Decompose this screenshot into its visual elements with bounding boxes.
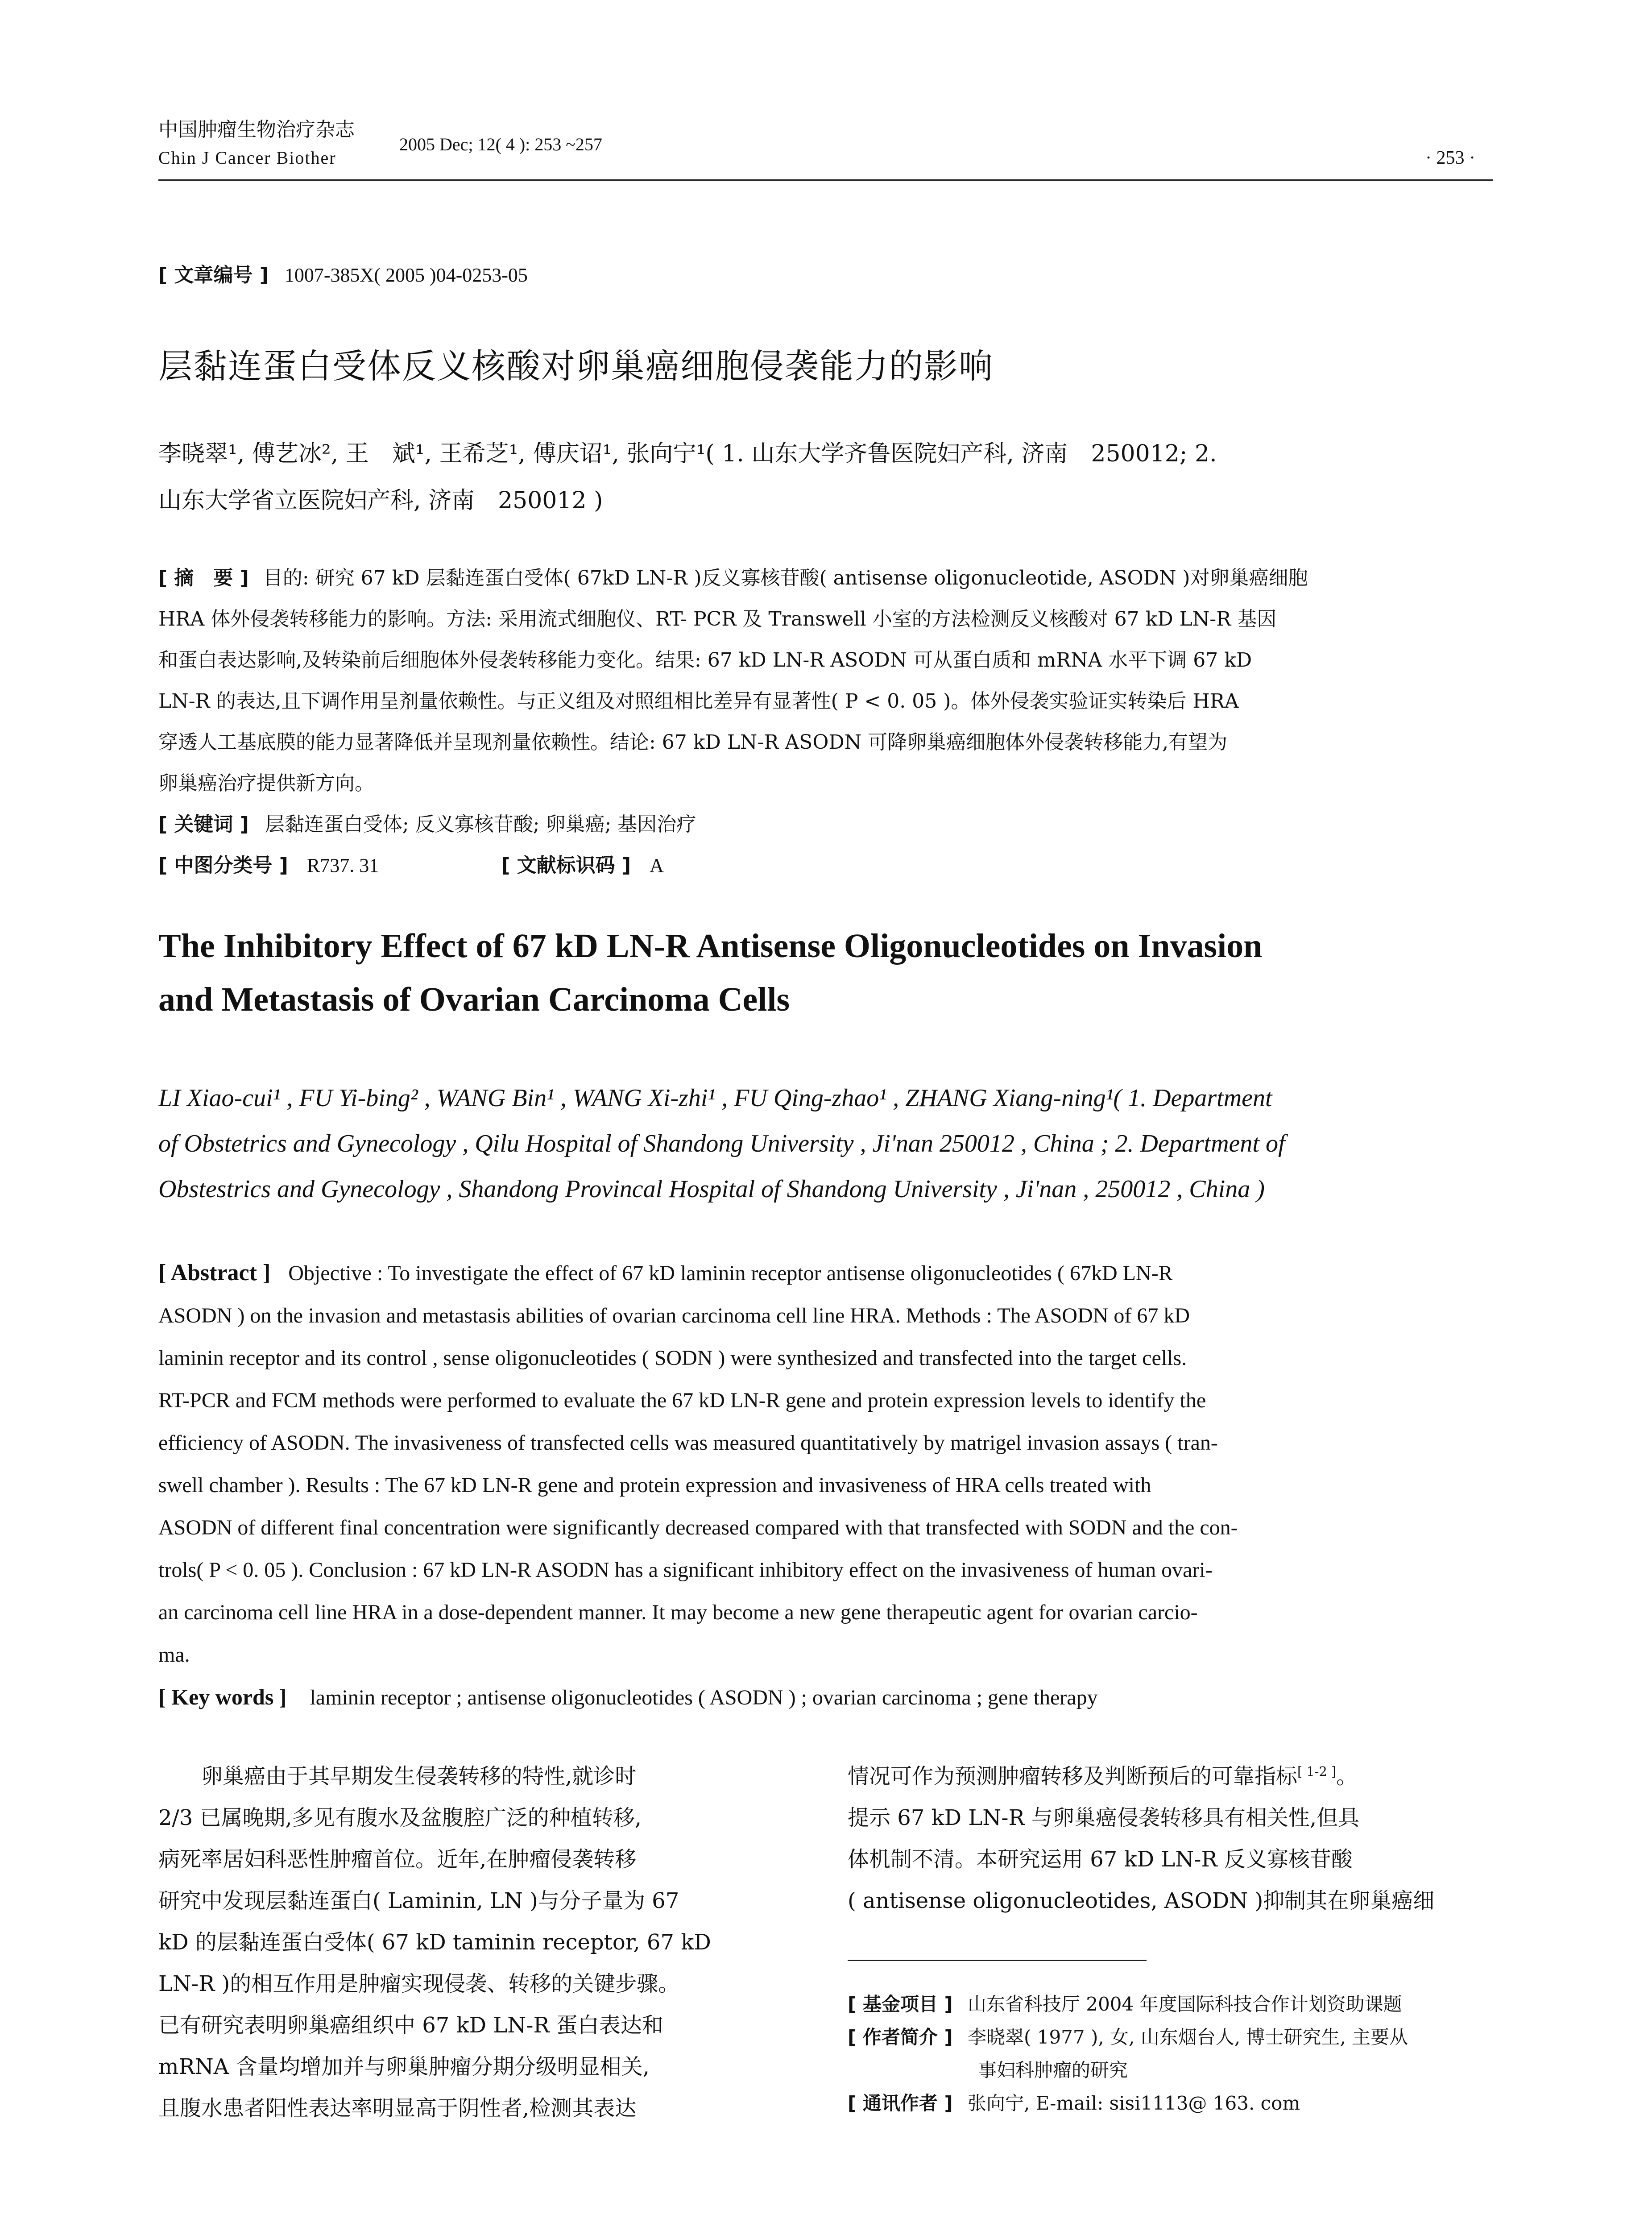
keywords-cn-label: [ 关键词 ] [158,813,249,836]
article-number-label: [ 文章编号 ] [158,264,269,286]
doc-code-value: A [650,854,664,876]
body-line: 且腹水患者阳性表达率明显高于阴性者,检测其表达 [158,2096,637,2121]
abstract-cn [158,558,1495,886]
authors-en-line: Obstestrics and Gynecology , Shandong Provincal Hospital of Shandong University , Ji'nan , 250012 , China ) [158,1175,1265,1203]
body-line: 2/3 已属晚期,多见有腹水及盆腹腔广泛的种植转移, [158,1805,642,1830]
keywords-cn [158,804,1495,845]
abstract-en-line: ASODN ) on the invasion and metastasis abilities of ovarian carcinoma cell line HRA. Methods : The ASODN of 67 kD [158,1304,1190,1327]
body-line: 已有研究表明卵巢癌组织中 67 kD LN-R 蛋白表达和 [158,2013,663,2038]
abstract-en-line: ma. [158,1643,190,1667]
abstract-en-line: RT-PCR and FCM methods were performed to evaluate the 67 kD LN-R gene and protein expression levels to identify the [158,1389,1206,1412]
keywords-en-label: [ Key words ] [158,1684,287,1709]
footnote-contact [848,2087,1495,2120]
fund-value: 山东省科技厅 2004 年度国际科技合作计划资助课题 [968,1993,1402,2015]
body-line: mRNA 含量均增加并与卵巢肿瘤分期分级明显相关, [158,2054,650,2079]
authors-en [158,1075,1497,1212]
authors-cn-line: 山东大学省立医院妇产科, 济南 250012 ) [158,487,603,514]
authors-en-line: of Obstetrics and Gynecology , Qilu Hospital of Shandong University , Ji'nan 250012 , China ; 2. Department of [158,1130,1285,1157]
abstract-en-label: [ Abstract ] [158,1260,271,1286]
abstract-cn-line: HRA 体外侵袭转移能力的影响。方法: 采用流式细胞仪、RT- PCR 及 Transwell 小室的方法检测反义核酸对 67 kD LN-R 基因 [158,608,1277,630]
title-cn: 层黏连蛋白受体反义核酸对卵巢癌细胞侵袭能力的影响 [158,346,994,386]
abstract-en-line: efficiency of ASODN. The invasiveness of transfected cells was measured quantitatively by matrigel invasion assays ( tran- [158,1431,1218,1455]
doc-code-label: [ 文献标识码 ] [501,854,631,877]
footnote-rule [848,1960,1147,1961]
body-line: 体机制不清。本研究运用 67 kD LN-R 反义寡核苷酸 [848,1847,1353,1872]
abstract-en-line: ASODN of different final concentration were significantly decreased compared with that transfected with SODN and the con- [158,1516,1238,1539]
keywords-en [158,1676,1497,1719]
clc-label: [ 中图分类号 ] [158,854,288,877]
title-en-line: and Metastasis of Ovarian Carcinoma Cells [158,981,790,1018]
abstract-cn-line: [ 摘 要 ] 目的: 研究 67 kD 层黏连蛋白受体( 67kD LN-R )反义寡核苷酸( antisense oligonucleotide, ASODN )对卵巢癌细胞 [158,567,1308,589]
author-bio-value: 李晓翠( 1977 ), 女, 山东烟台人, 博士研究生, 主要从 [968,2026,1408,2048]
contact-value[interactable]: 张向宁, E-mail: sisi1113@ 163. com [968,2092,1300,2114]
footnote-fund [848,1988,1495,2021]
abstract-cn-line: 和蛋白表达影响,及转染前后细胞体外侵袭转移能力变化。结果: 67 kD LN-R ASODN 可从蛋白质和 mRNA 水平下调 67 kD [158,649,1252,672]
keywords-cn-value: 层黏连蛋白受体; 反义寡核苷酸; 卵巢癌; 基因治疗 [265,813,696,836]
body-line: LN-R )的相互作用是肿瘤实现侵袭、转移的关键步骤。 [158,1971,680,1996]
abstract-en [158,1252,1497,1719]
abstract-en-line: swell chamber ). Results : The 67 kD LN-R gene and protein expression and invasiveness of HRA cells treated with [158,1473,1151,1497]
title-en-line: The Inhibitory Effect of 67 kD LN-R Antisense Oligonucleotides on Invasion [158,927,1263,965]
title-en [158,919,1497,1026]
body-right-column [848,1756,1495,1922]
body-line: 卵巢癌由于其早期发生侵袭转移的特性,就诊时 [201,1764,637,1789]
body-line: 情况可作为预测肿瘤转移及判断预后的可靠指标[ 1-2 ]。 [848,1764,1358,1789]
body-line: kD 的层黏连蛋白受体( 67 kD taminin receptor, 67 kD [158,1930,711,1955]
abstract-cn-line: 卵巢癌治疗提供新方向。 [158,772,374,795]
authors-en-line: LI Xiao-cui¹ , FU Yi-bing² , WANG Bin¹ , WANG Xi-zhi¹ , FU Qing-zhao¹ , ZHANG Xiang-ning¹( 1. Department [158,1084,1272,1112]
abstract-cn-line: 穿透人工基底膜的能力显著降低并呈现剂量依赖性。结论: 67 kD LN-R ASODN 可降卵巢癌细胞体外侵袭转移能力,有望为 [158,731,1228,754]
issue-info: 2005 Dec; 12( 4 ): 253 ~257 [399,134,602,154]
classification-cn [158,845,1495,886]
footnote-author [848,2021,1495,2054]
journal-name-cn: 中国肿瘤生物治疗杂志 [158,118,355,141]
article-number-value: 1007-385X( 2005 )04-0253-05 [284,264,528,286]
body-left-column [158,1756,805,2129]
citation-ref[interactable]: [ 1-2 ] [1297,1764,1337,1779]
abstract-en-line: an carcinoma cell line HRA in a dose-dependent manner. It may become a new gene therapeutic agent for ovarian carcio- [158,1601,1198,1624]
clc-value: R737. 31 [306,854,379,876]
contact-label: [ 通讯作者 ] [848,2092,953,2114]
authors-cn-line: 李晓翠¹, 傅艺冰², 王 斌¹, 王希芝¹, 傅庆诏¹, 张向宁¹( 1. 山东大学齐鲁医院妇产科, 济南 250012; 2. [158,440,1217,467]
page-number: · 253 · [1425,148,1475,168]
header-rule [158,179,1493,181]
abstract-cn-label: [ 摘 要 ] [158,567,249,589]
journal-name-en: Chin J Cancer Biother [158,148,336,168]
abstract-en-line: [ Abstract ] Objective : To investigate the effect of 67 kD laminin receptor antisense oligonucleotides ( 67kD LN-R [158,1260,1173,1286]
keywords-en-value: laminin receptor ; antisense oligonucleotides ( ASODN ) ; ovarian carcinoma ; gene therapy [310,1686,1098,1709]
body-line: 研究中发现层黏连蛋白( Laminin, LN )与分子量为 67 [158,1888,679,1913]
abstract-en-line: trols( P < 0. 05 ). Conclusion : 67 kD LN-R ASODN has a significant inhibitory effect on the invasiveness of human ovari- [158,1558,1213,1582]
body-line: ( antisense oligonucleotides, ASODN )抑制其在卵巢癌细 [848,1888,1435,1913]
footnotes [848,1988,1495,2120]
body-line: 病死率居妇科恶性肿瘤首位。近年,在肿瘤侵袭转移 [158,1847,637,1872]
article-number [158,259,528,287]
abstract-cn-line: LN-R 的表达,且下调作用呈剂量依赖性。与正义组及对照组相比差异有显著性( P < 0. 05 )。体外侵袭实验证实转染后 HRA [158,690,1239,713]
fund-label: [ 基金项目 ] [848,1993,953,2015]
author-bio-label: [ 作者简介 ] [848,2026,953,2048]
authors-cn [158,431,1495,524]
body-line: 提示 67 kD LN-R 与卵巢癌侵袭转移具有相关性,但具 [848,1805,1360,1830]
abstract-en-line: laminin receptor and its control , sense oligonucleotides ( SODN ) were synthesized and transfected into the target cells. [158,1346,1187,1370]
author-bio-cont: 事妇科肿瘤的研究 [978,2059,1128,2081]
